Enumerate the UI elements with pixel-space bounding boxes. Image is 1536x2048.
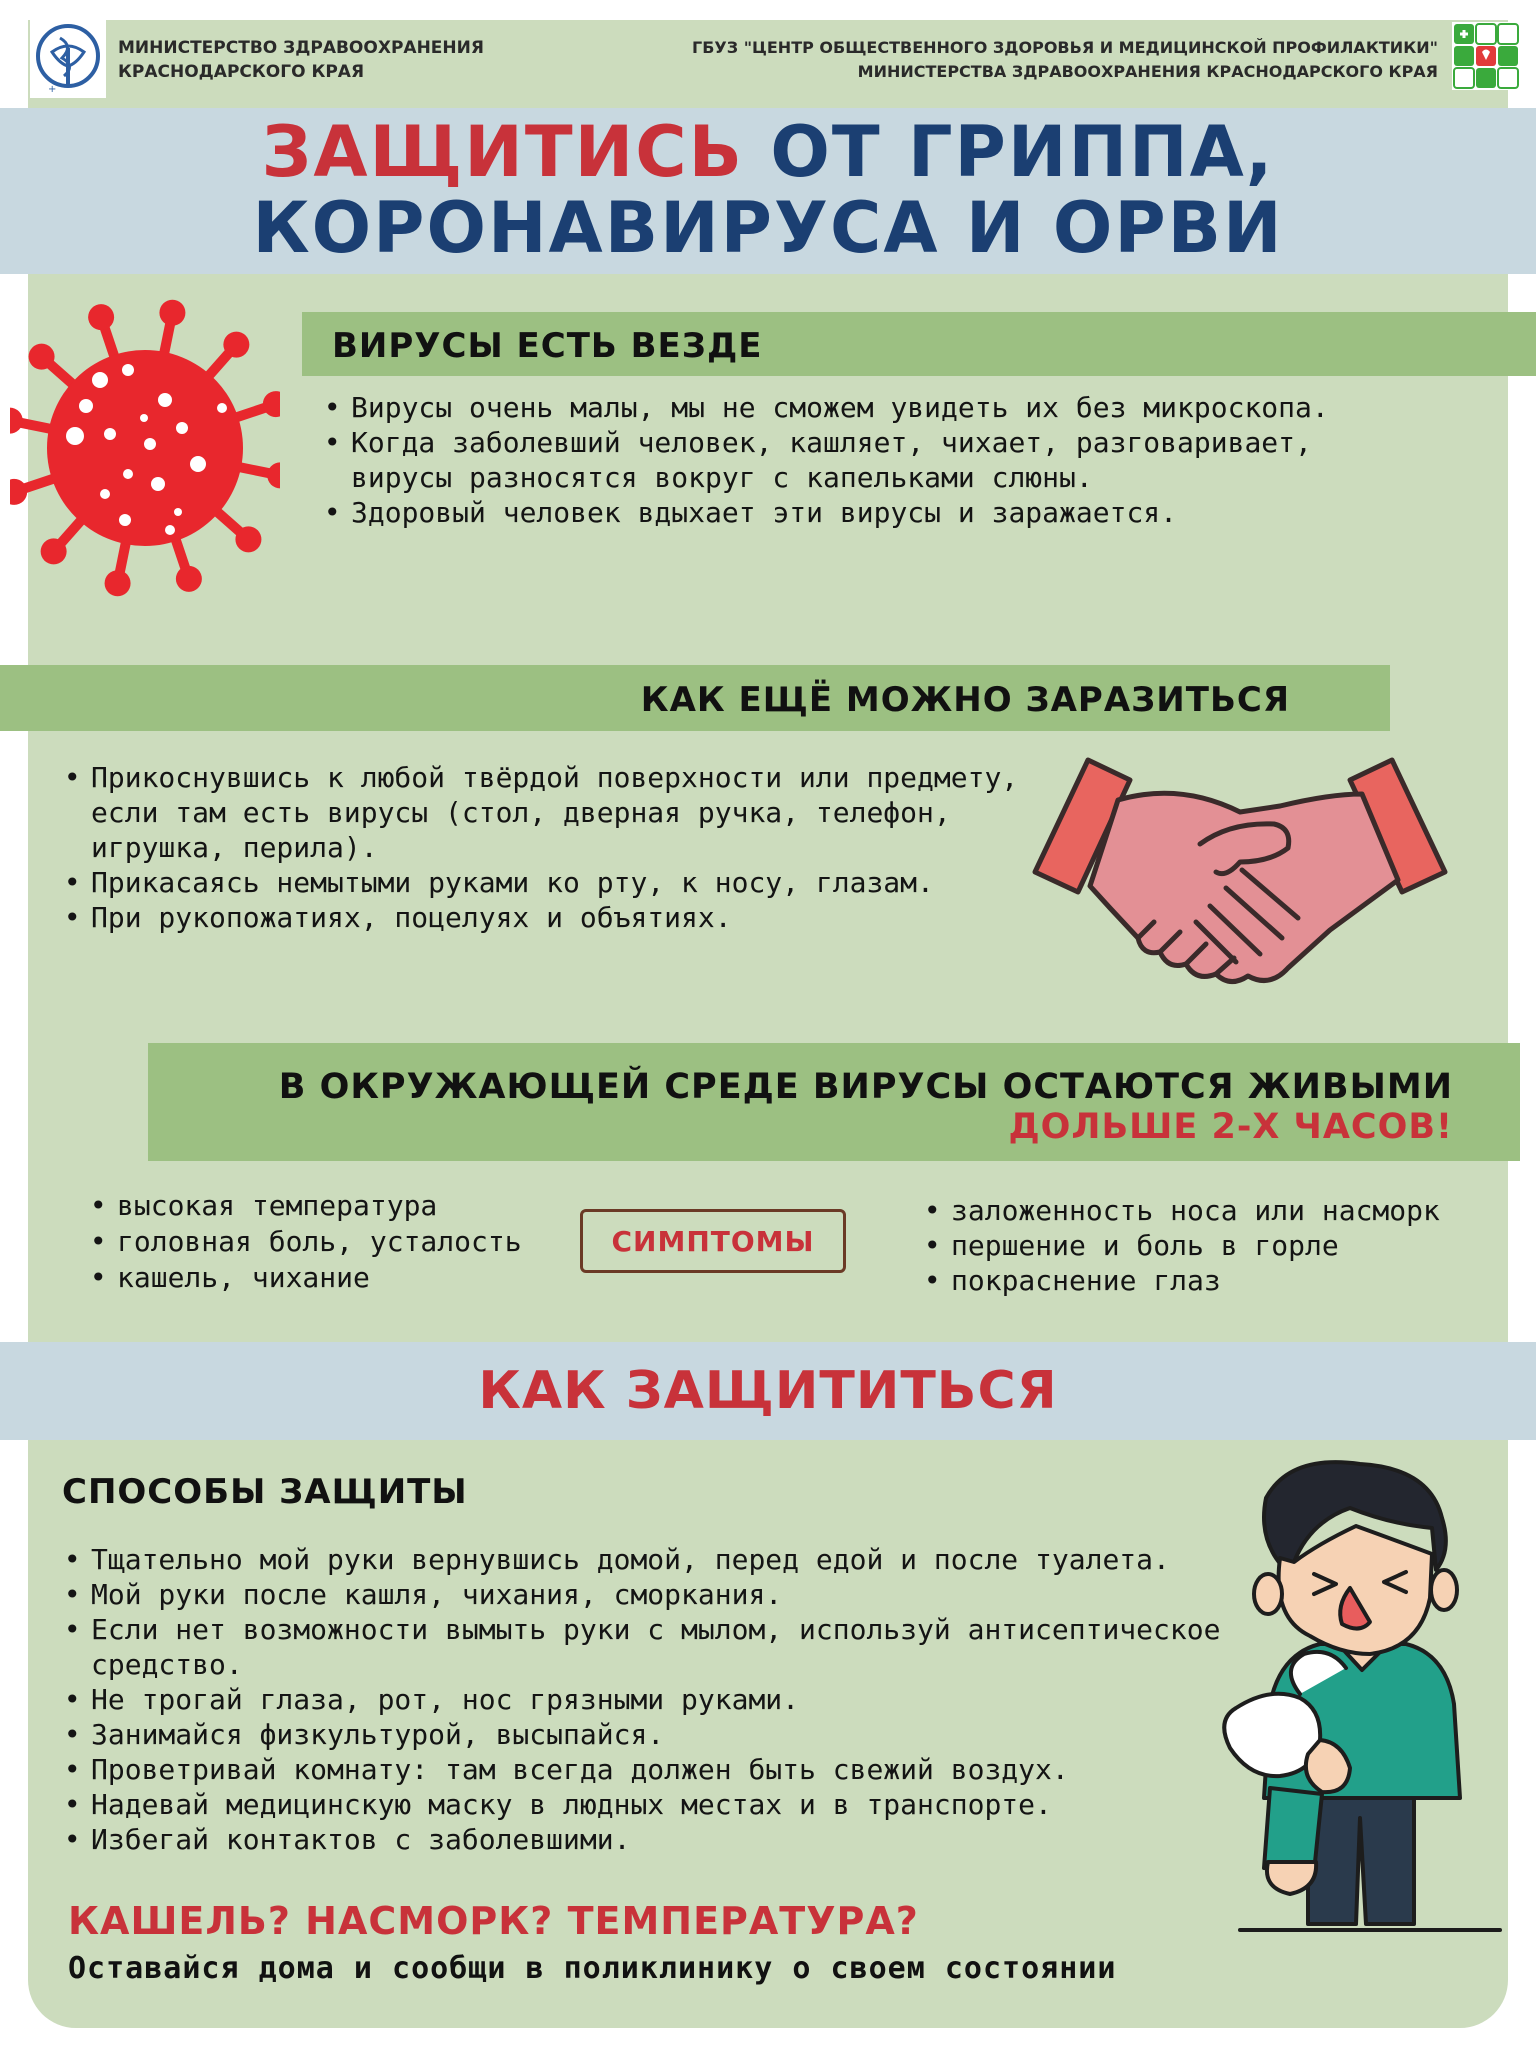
left-org-name: [118, 36, 538, 84]
title-line-1: [0, 111, 1536, 193]
viruses-list: [322, 390, 1362, 530]
list-item: • Когда заболевший человек, кашляет, чихает, разговаривает, вирусы разносятся вокруг с капельками слюны.: [322, 425, 1362, 495]
infection-list: [62, 760, 1022, 935]
list-item: • Тщательно мой руки вернувшись домой, перед едой и после туалета.: [62, 1542, 1242, 1577]
list-item: • заложенность носа или насморк: [922, 1193, 1482, 1228]
virus-spike-tip: [235, 526, 261, 552]
health-icons-grid: [1452, 22, 1520, 90]
list-item: • Не трогай глаза, рот, нос грязными руками.: [62, 1682, 1242, 1717]
virus-spike-tip: [10, 408, 23, 434]
virus-icon: [10, 268, 280, 628]
virus-spike-tip: [159, 300, 185, 326]
list-item: • Занимайся физкультурой, высыпайся.: [62, 1717, 1242, 1752]
protect-heading: СПОСОБЫ ЗАЩИТЫ: [62, 1472, 468, 1512]
viruses-heading: ВИРУСЫ ЕСТЬ ВЕЗДЕ: [332, 326, 763, 366]
title-line-2: КОРОНАВИРУСА И ОРВИ: [252, 187, 1284, 269]
virus-spike-tip: [41, 538, 67, 564]
right-org-line-2: МИНИСТЕРСТВА ЗДРАВООХРАНЕНИЯ КРАСНОДАРСКОГО КРАЯ: [857, 62, 1438, 81]
page-title: [0, 111, 1536, 269]
handshake-icon: [1030, 752, 1450, 1014]
list-item: • першение и боль в горле: [922, 1228, 1482, 1263]
alive-line-2: ДОЛЬШЕ 2-Х ЧАСОВ!: [1008, 1107, 1453, 1147]
list-item: • Прикасаясь немытыми руками ко рту, к носу, глазам.: [62, 865, 1022, 900]
list-item: • Проветривай комнату: там всегда должен быть свежий воздух.: [62, 1752, 1242, 1787]
list-item: • Прикоснувшись к любой твёрдой поверхности или предмету, если там есть вирусы (стол, дверная ручка, телефон, игрушка, перила).: [62, 760, 1022, 865]
title-accent: ЗАЩИТИСЬ: [261, 111, 744, 193]
ministry-emblem-icon: [30, 18, 106, 98]
list-item: • покраснение глаз: [922, 1263, 1482, 1298]
list-item: • Здоровый человек вдыхает эти вирусы и заражается.: [322, 495, 1362, 530]
left-org-line-1: МИНИСТЕРСТВО ЗДРАВООХРАНЕНИЯ: [118, 38, 484, 58]
title-rest: ОТ ГРИППА,: [770, 111, 1275, 193]
virus-spike-tip: [105, 570, 131, 596]
list-item: • высокая температура: [88, 1188, 558, 1224]
list-item: • Вирусы очень малы, мы не сможем увидеть их без микроскопа.: [322, 390, 1362, 425]
footer-question: КАШЕЛЬ? НАСМОРК? ТЕМПЕРАТУРА?: [68, 1899, 919, 1943]
virus-spike-tip: [176, 566, 202, 592]
left-org-line-2: КРАСНОДАРСКОГО КРАЯ: [118, 62, 365, 82]
virus-spike-tip: [88, 304, 114, 330]
symptoms-left-list: [88, 1188, 558, 1296]
list-item: • При рукопожатиях, поцелуях и объятиях.: [62, 900, 1022, 935]
list-item: • головная боль, усталость: [88, 1224, 558, 1260]
symptoms-label-box: [580, 1209, 846, 1273]
protect-band-title: КАК ЗАЩИТИТЬСЯ: [478, 1361, 1058, 1421]
list-item: • Если нет возможности вымыть руки с мылом, используй антисептическое средство.: [62, 1612, 1242, 1682]
sick-boy-illustration: [1210, 1458, 1510, 1936]
symptoms-label: СИМПТОМЫ: [611, 1224, 815, 1258]
right-org-name: [560, 36, 1438, 84]
list-item: • Избегай контактов с заболевшими.: [62, 1822, 1242, 1857]
list-item: • Надевай медицинскую маску в людных местах и в транспорте.: [62, 1787, 1242, 1822]
list-item: • кашель, чихание: [88, 1260, 558, 1296]
infection-heading: КАК ЕЩЁ МОЖНО ЗАРАЗИТЬСЯ: [640, 680, 1290, 720]
alive-line-1: В ОКРУЖАЮЩЕЙ СРЕДЕ ВИРУСЫ ОСТАЮТСЯ ЖИВЫМИ: [278, 1067, 1453, 1107]
virus-spike-tip: [10, 479, 27, 505]
virus-spike-tip: [267, 462, 280, 488]
svg-text:+: +: [48, 84, 57, 95]
virus-spike-tip: [263, 391, 280, 417]
virus-spike-tip: [223, 332, 249, 358]
virus-spike-tip: [29, 344, 55, 370]
protect-list: [62, 1542, 1242, 1857]
list-item: • Мой руки после кашля, чихания, сморкания.: [62, 1577, 1242, 1612]
right-org-line-1: ГБУЗ "ЦЕНТР ОБЩЕСТВЕННОГО ЗДОРОВЬЯ И МЕДИЦИНСКОЙ ПРОФИЛАКТИКИ": [692, 38, 1438, 57]
footer-advice: Оставайся дома и сообщи в поликлинику о своем состоянии: [68, 1951, 1117, 1986]
symptoms-right-list: [922, 1193, 1482, 1298]
